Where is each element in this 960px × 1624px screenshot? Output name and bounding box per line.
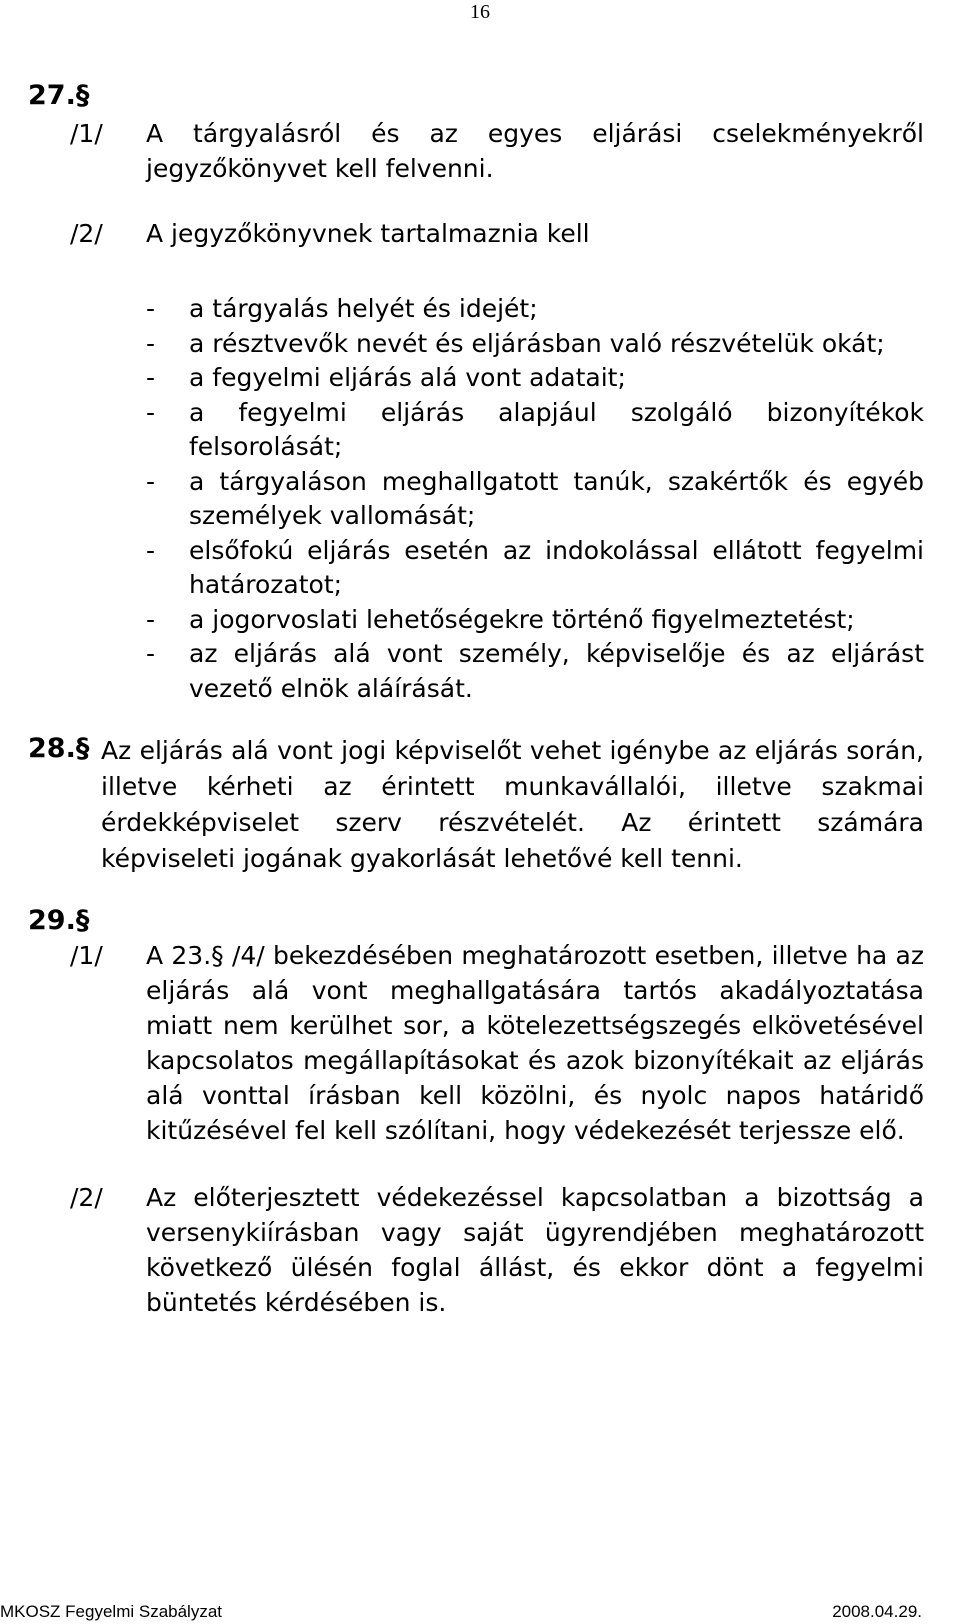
section-27-paragraph-2-text: A jegyzőkönyvnek tartalmaznia kell [146,219,590,248]
section-29-paragraph-2-text: Az előterjesztett védekezéssel kapcsolatban a bizottság a versenykiírásban vagy saját ügyrendjében meghatározott következő ülésén foglal állást, és ekkor dönt a fegyelmi büntetés kérdésében is. [146,1183,924,1317]
section-27-title: 27.§ [28,80,90,111]
section-27-paragraph-1-text: A tárgyalásról és az egyes eljárási cselekményekről jegyzőkönyvet kell felvenni. [146,119,924,183]
list-item-text: a jogorvoslati lehetőségekre történő figyelmeztetést; [189,604,855,634]
section-27-content-list [146,292,924,706]
list-item [146,361,924,396]
list-dash: - [146,328,156,358]
footer-document-title: MKOSZ Fegyelmi Szabályzat [0,1602,223,1621]
section-29-paragraph-1-text: A 23.§ /4/ bekezdésében meghatározott esetben, illetve ha az eljárás alá vont meghallgatására tartós akadályoztatása miatt nem kerülhet sor, a kötelezettségszegés elkövetésével kapcsolatos megállapításokat és azok bizonyítékait az eljárás alá vonttal írásban kell közölni, és nyolc napos határidő kitűzésével fel kell szólítani, hogy védekezését terjessze elő. [146,941,924,1145]
list-dash: - [146,466,156,496]
list-dash: - [146,363,156,392]
list-item-text: a fegyelmi eljárás alapjául szolgáló bizonyítékok felsorolását; [189,397,924,461]
section-27-paragraph-1-label: /1/ [70,119,103,148]
list-item-text: a résztvevők nevét és eljárásban való részvételük okát; [189,328,885,358]
list-dash: - [146,294,156,323]
footer-date: 2008.04.29. [832,1602,922,1621]
list-dash: - [146,639,156,668]
section-29-paragraph-1-label: /1/ [70,941,103,970]
list-item-text: az eljárás alá vont személy, képviselője és az eljárást vezető elnök aláírását. [189,639,924,703]
section-29-title: 29.§ [28,905,90,936]
list-item [146,396,924,465]
list-dash: - [146,535,156,565]
list-item [146,603,924,638]
list-dash: - [146,397,156,427]
list-item-text: a tárgyaláson meghallgatott tanúk, szakértők és egyéb személyek vallomását; [189,466,924,530]
list-dash: - [146,604,156,634]
section-28-text: Az eljárás alá vont jogi képviselőt vehet igénybe az eljárás során, illetve kérheti az érintett munkavállalói, illetve szakmai érdekképviselet szerv részvételét. Az érintett számára képviseleti jogának gyakorlását lehetővé kell tenni. [101,736,924,873]
list-item-text: a fegyelmi eljárás alá vont adatait; [189,363,626,392]
section-28-title: 28.§ [28,733,90,764]
list-item [146,637,924,706]
list-item-text: elsőfokú eljárás esetén az indokolással ellátott fegyelmi határozatot; [189,535,924,599]
list-item [146,292,924,327]
section-29-paragraph-2-label: /2/ [70,1183,103,1212]
section-27-paragraph-2-label: /2/ [70,219,103,248]
list-item [146,327,924,362]
list-item [146,465,924,534]
list-item [146,534,924,603]
list-item-text: a tárgyalás helyét és idejét; [189,294,538,323]
page-number: 16 [470,1,490,23]
